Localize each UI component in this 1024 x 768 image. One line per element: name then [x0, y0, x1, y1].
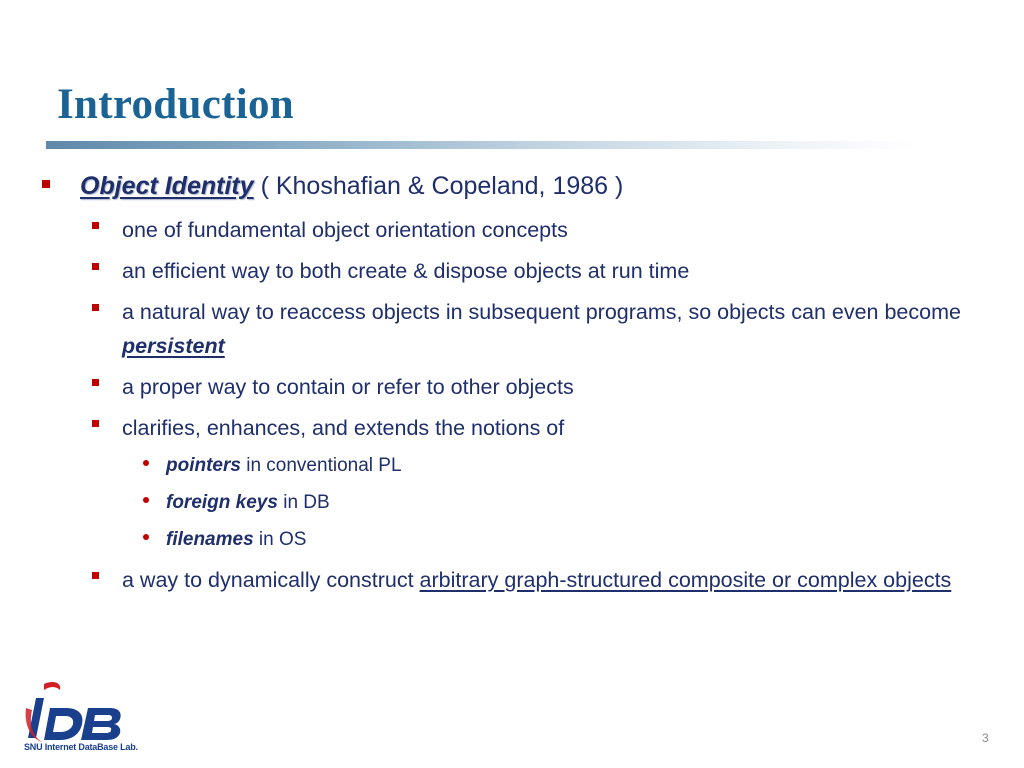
- persistent-term: persistent: [122, 334, 225, 358]
- square-bullet-icon: [42, 180, 50, 188]
- square-bullet-icon: [92, 263, 99, 270]
- list-item-text: [122, 295, 977, 363]
- list-item: [92, 254, 689, 288]
- square-bullet-icon: [92, 420, 99, 427]
- notion-rest: in OS: [253, 529, 307, 550]
- round-bullet-icon: [143, 460, 149, 466]
- list-item-text: a proper way to contain or refer to other objects: [122, 375, 574, 399]
- notion-item-filenames: [143, 526, 306, 554]
- page-number: 3: [982, 731, 989, 745]
- list-item-text: [122, 563, 977, 597]
- round-bullet-icon: [143, 497, 149, 503]
- notion-item-foreign-keys: [143, 489, 330, 517]
- list-item-text: clarifies, enhances, and extends the notions of: [122, 416, 565, 440]
- list-item-text: an efficient way to both create & dispose objects at run time: [122, 259, 690, 283]
- object-identity-citation: ( Khoshafian & Copeland, 1986 ): [253, 172, 624, 200]
- list-item: [92, 370, 574, 404]
- notion-item-pointers: [143, 452, 402, 480]
- complex-objects-link[interactable]: arbitrary graph-structured composite or complex objects: [419, 568, 952, 592]
- slide-title: Introduction: [57, 81, 294, 128]
- persistent-sentence: a natural way to reaccess objects in subsequent programs, so objects can even become: [122, 300, 961, 324]
- list-item: [92, 563, 977, 597]
- notion-term: filenames: [166, 529, 254, 550]
- list-item-text: one of fundamental object orientation concepts: [122, 218, 568, 242]
- notion-term: foreign keys: [166, 492, 278, 513]
- square-bullet-icon: [92, 222, 99, 229]
- list-item: [92, 411, 564, 445]
- graph-sentence: a way to dynamically construct: [122, 568, 420, 592]
- bullet-object-identity: [42, 170, 623, 202]
- list-item: [92, 213, 568, 247]
- object-identity-term: Object Identity: [80, 172, 254, 200]
- square-bullet-icon: [92, 379, 99, 386]
- square-bullet-icon: [92, 572, 99, 579]
- square-bullet-icon: [92, 304, 99, 311]
- notion-rest: in conventional PL: [240, 455, 402, 476]
- round-bullet-icon: [143, 534, 149, 540]
- lab-name: SNU Internet DataBase Lab.: [24, 742, 138, 752]
- notion-rest: in DB: [277, 492, 330, 513]
- list-item: [92, 295, 977, 363]
- notion-term: pointers: [166, 455, 241, 476]
